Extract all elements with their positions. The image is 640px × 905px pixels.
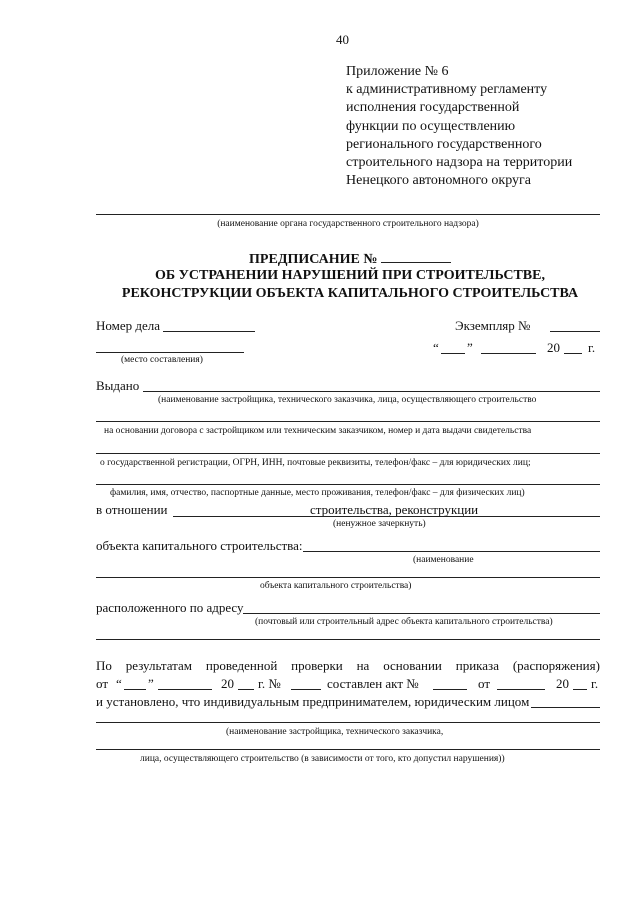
date-open-quote: “: [433, 340, 439, 355]
regarding-field[interactable]: [173, 516, 600, 517]
developer-caption: (наименование застройщика, технического заказчика, лица, осуществляющего строительство: [158, 395, 537, 405]
established-text: и установлено, что индивидуальным предпринимателем, юридическим лицом: [96, 694, 530, 709]
copy-number-field[interactable]: [550, 331, 600, 332]
date-year-field[interactable]: [564, 353, 582, 354]
inspection-word: на: [356, 658, 370, 673]
object-name-field[interactable]: [303, 551, 600, 552]
title-line-1: [90, 250, 610, 268]
address-field[interactable]: [243, 613, 600, 614]
inspection-word: проверки: [291, 658, 343, 673]
title-line-3: РЕКОНСТРУКЦИИ ОБЪЕКТА КАПИТАЛЬНОГО СТРОИТЕЛЬСТВА: [121, 286, 579, 301]
title-line-2: ОБ УСТРАНЕНИИ НАРУШЕНИЙ ПРИ СТРОИТЕЛЬСТВЕ,: [155, 268, 545, 283]
order-year-field[interactable]: [238, 689, 254, 690]
order-quote-open: “: [116, 676, 122, 691]
issued-label: Выдано: [96, 378, 140, 393]
inspection-word: (распоряжения): [512, 658, 600, 673]
prescription-number-field[interactable]: [381, 250, 451, 263]
contract-field[interactable]: [96, 421, 600, 422]
date-close-quote: ”: [467, 340, 473, 355]
order-month-field[interactable]: [158, 689, 212, 690]
object-label: объекта капитального строительства:: [96, 538, 303, 553]
title-prescription: ПРЕДПИСАНИЕ №: [249, 252, 378, 267]
date-month-field[interactable]: [481, 353, 536, 354]
inspection-word: основании: [383, 658, 442, 673]
date-year-prefix: 20: [547, 340, 560, 355]
violator-field[interactable]: [96, 722, 600, 723]
individual-caption: фамилия, имя, отчество, паспортные данные, место проживания, телефон/факс – для физических лиц): [110, 488, 525, 498]
inspection-line-1: [96, 658, 600, 674]
individual-field[interactable]: [96, 484, 600, 485]
page-number: 40: [336, 32, 349, 47]
appendix-line: к административному регламенту: [346, 82, 548, 98]
address-field-2[interactable]: [96, 639, 600, 640]
order-from: от: [96, 676, 109, 691]
act-year-field[interactable]: [573, 689, 587, 690]
act-from: от: [478, 676, 491, 691]
inspection-word: По: [96, 658, 112, 673]
act-month-field[interactable]: [497, 689, 545, 690]
act-year-prefix: 20: [556, 676, 569, 691]
place-caption: (место составления): [121, 355, 203, 365]
order-day-field[interactable]: [124, 689, 146, 690]
act-year-suffix: г.: [591, 676, 599, 691]
registration-field[interactable]: [96, 453, 600, 454]
violator-caption-2: лица, осуществляющего строительство (в зависимости от того, кто допустил нарушения)): [140, 754, 505, 764]
regarding-label: в отношении: [96, 502, 168, 517]
appendix-line: функции по осуществлению: [346, 118, 516, 134]
date-day-field[interactable]: [441, 353, 465, 354]
object-name-caption-2: объекта капитального строительства): [260, 581, 412, 591]
violator-caption-1: (наименование застройщика, технического заказчика,: [226, 727, 444, 737]
appendix-line: Ненецкого автономного округа: [346, 173, 531, 189]
order-year-prefix: 20: [221, 676, 234, 691]
act-label: составлен акт №: [327, 676, 419, 691]
order-number-field[interactable]: [291, 689, 321, 690]
appendix-line: строительного надзора на территории: [346, 155, 573, 171]
appendix-line: Приложение № 6: [346, 64, 449, 79]
address-label: расположенного по адресу: [96, 600, 244, 615]
strike-caption: (ненужное зачеркнуть): [333, 519, 426, 529]
contract-caption: на основании договора с застройщиком или техническим заказчиком, номер и дата выдачи свидетельства: [104, 426, 532, 436]
authority-caption: (наименование органа государственного строительного надзора): [217, 219, 479, 229]
object-name-field-2[interactable]: [96, 577, 600, 578]
inspection-word: проведенной: [205, 658, 278, 673]
inspection-word: результатам: [125, 658, 193, 673]
case-number-label: Номер дела: [96, 318, 161, 333]
appendix-line: исполнения государственной: [346, 100, 520, 116]
regarding-value: строительства, реконструкции: [310, 502, 479, 517]
address-caption: (почтовый или строительный адрес объекта капитального строительства): [255, 617, 553, 627]
date-suffix: г.: [588, 340, 596, 355]
authority-field[interactable]: [96, 214, 600, 215]
violator-field-2[interactable]: [96, 749, 600, 750]
appendix-header: [346, 63, 572, 190]
copy-label: Экземпляр №: [455, 318, 531, 333]
order-quote-close: ”: [148, 676, 154, 691]
place-field[interactable]: [96, 352, 244, 353]
case-number-field[interactable]: [163, 331, 255, 332]
established-field[interactable]: [531, 707, 600, 708]
inspection-word: приказа: [455, 658, 499, 673]
object-name-caption-1: (наименование: [413, 555, 474, 565]
act-number-field[interactable]: [433, 689, 467, 690]
order-number-label: г. №: [258, 676, 281, 691]
registration-caption: о государственной регистрации, ОГРН, ИНН, почтовые реквизиты, телефон/факс – для юридических лиц;: [100, 458, 531, 468]
appendix-line: регионального государственного: [346, 136, 542, 152]
issued-field[interactable]: [143, 391, 600, 392]
